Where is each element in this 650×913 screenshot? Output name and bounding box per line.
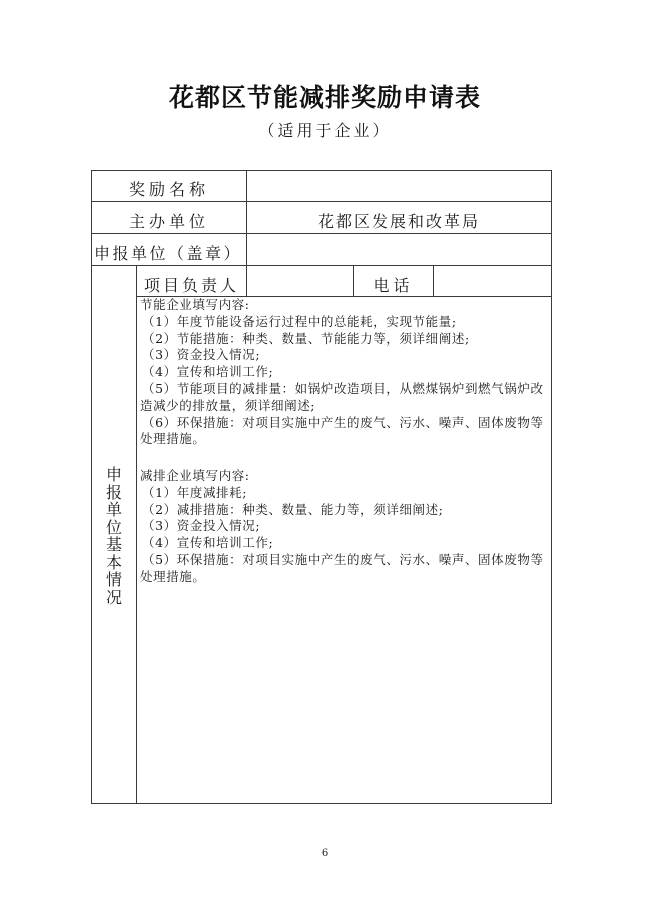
instruction-item: （5）环保措施：对项目实施中产生的废气、污水、噪声、固体废物等 [142,551,544,567]
table-border-bottom [91,803,552,804]
award-name-label: 奖励名称 [128,180,209,199]
page-title: 花都区节能减排奖励申请表 [168,83,481,112]
energy-saving-heading: 节能企业填写内容: [140,297,250,312]
instruction-item: （3）资金投入情况; [142,347,261,363]
row-divider [91,201,552,202]
instruction-item: （4）宣传和培训工作; [142,535,274,551]
section-label-char: 单 [105,500,122,519]
section-label-char: 况 [105,587,122,607]
organizer-value: 花都区发展和改革局 [317,212,480,231]
phone-field[interactable] [434,266,551,296]
applicant-unit-label: 申报单位（盖章） [94,244,243,263]
applicant-unit-field[interactable] [247,234,551,265]
instruction-item: （1）年度节能设备运行过程中的总能耗，实现节能量; [142,313,457,329]
organizer-label: 主办单位 [128,212,209,231]
instruction-item-continued: 造减少的排放量，须详细阐述; [140,397,316,413]
award-name-field[interactable] [247,171,551,201]
phone-label: 电话 [373,276,414,295]
section-label-char: 情 [105,570,122,589]
section-label-char: 基 [105,535,122,554]
section-label-char: 申 [105,465,122,484]
instruction-item-continued: 处理措施。 [140,568,206,584]
instruction-item: （2）减排措施：种类、数量、能力等，须详细阐述; [142,501,444,517]
project-leader-label: 项目负责人 [143,276,239,295]
section-label-char: 位 [105,517,122,537]
project-leader-field[interactable] [247,266,353,296]
page-subtitle: （适用于企业） [258,121,392,140]
instruction-item: （2）节能措施：种类、数量、节能能力等，须详细阐述; [142,330,470,346]
instruction-item: （6）环保措施：对项目实施中产生的废气、污水、噪声、固体废物等 [142,414,544,430]
emission-reduction-heading: 减排企业填写内容: [140,468,250,483]
section-label-char: 本 [105,552,122,572]
instruction-item: （5）节能项目的减排量：如锅炉改造项目，从燃煤锅炉到燃气锅炉改 [142,380,544,396]
section-label-char: 报 [105,482,122,502]
section-label-applicant-basic-info [92,466,136,606]
basic-info-writing-area[interactable] [137,600,551,803]
instruction-item: （4）宣传和培训工作; [142,364,274,380]
energy-saving-instructions [140,297,550,448]
instruction-item: （3）资金投入情况; [142,518,261,534]
instruction-item: （1）年度减排耗; [142,484,248,500]
emission-reduction-instructions [140,468,550,586]
page-number: 6 [321,848,329,859]
instruction-item-continued: 处理措施。 [140,431,206,447]
